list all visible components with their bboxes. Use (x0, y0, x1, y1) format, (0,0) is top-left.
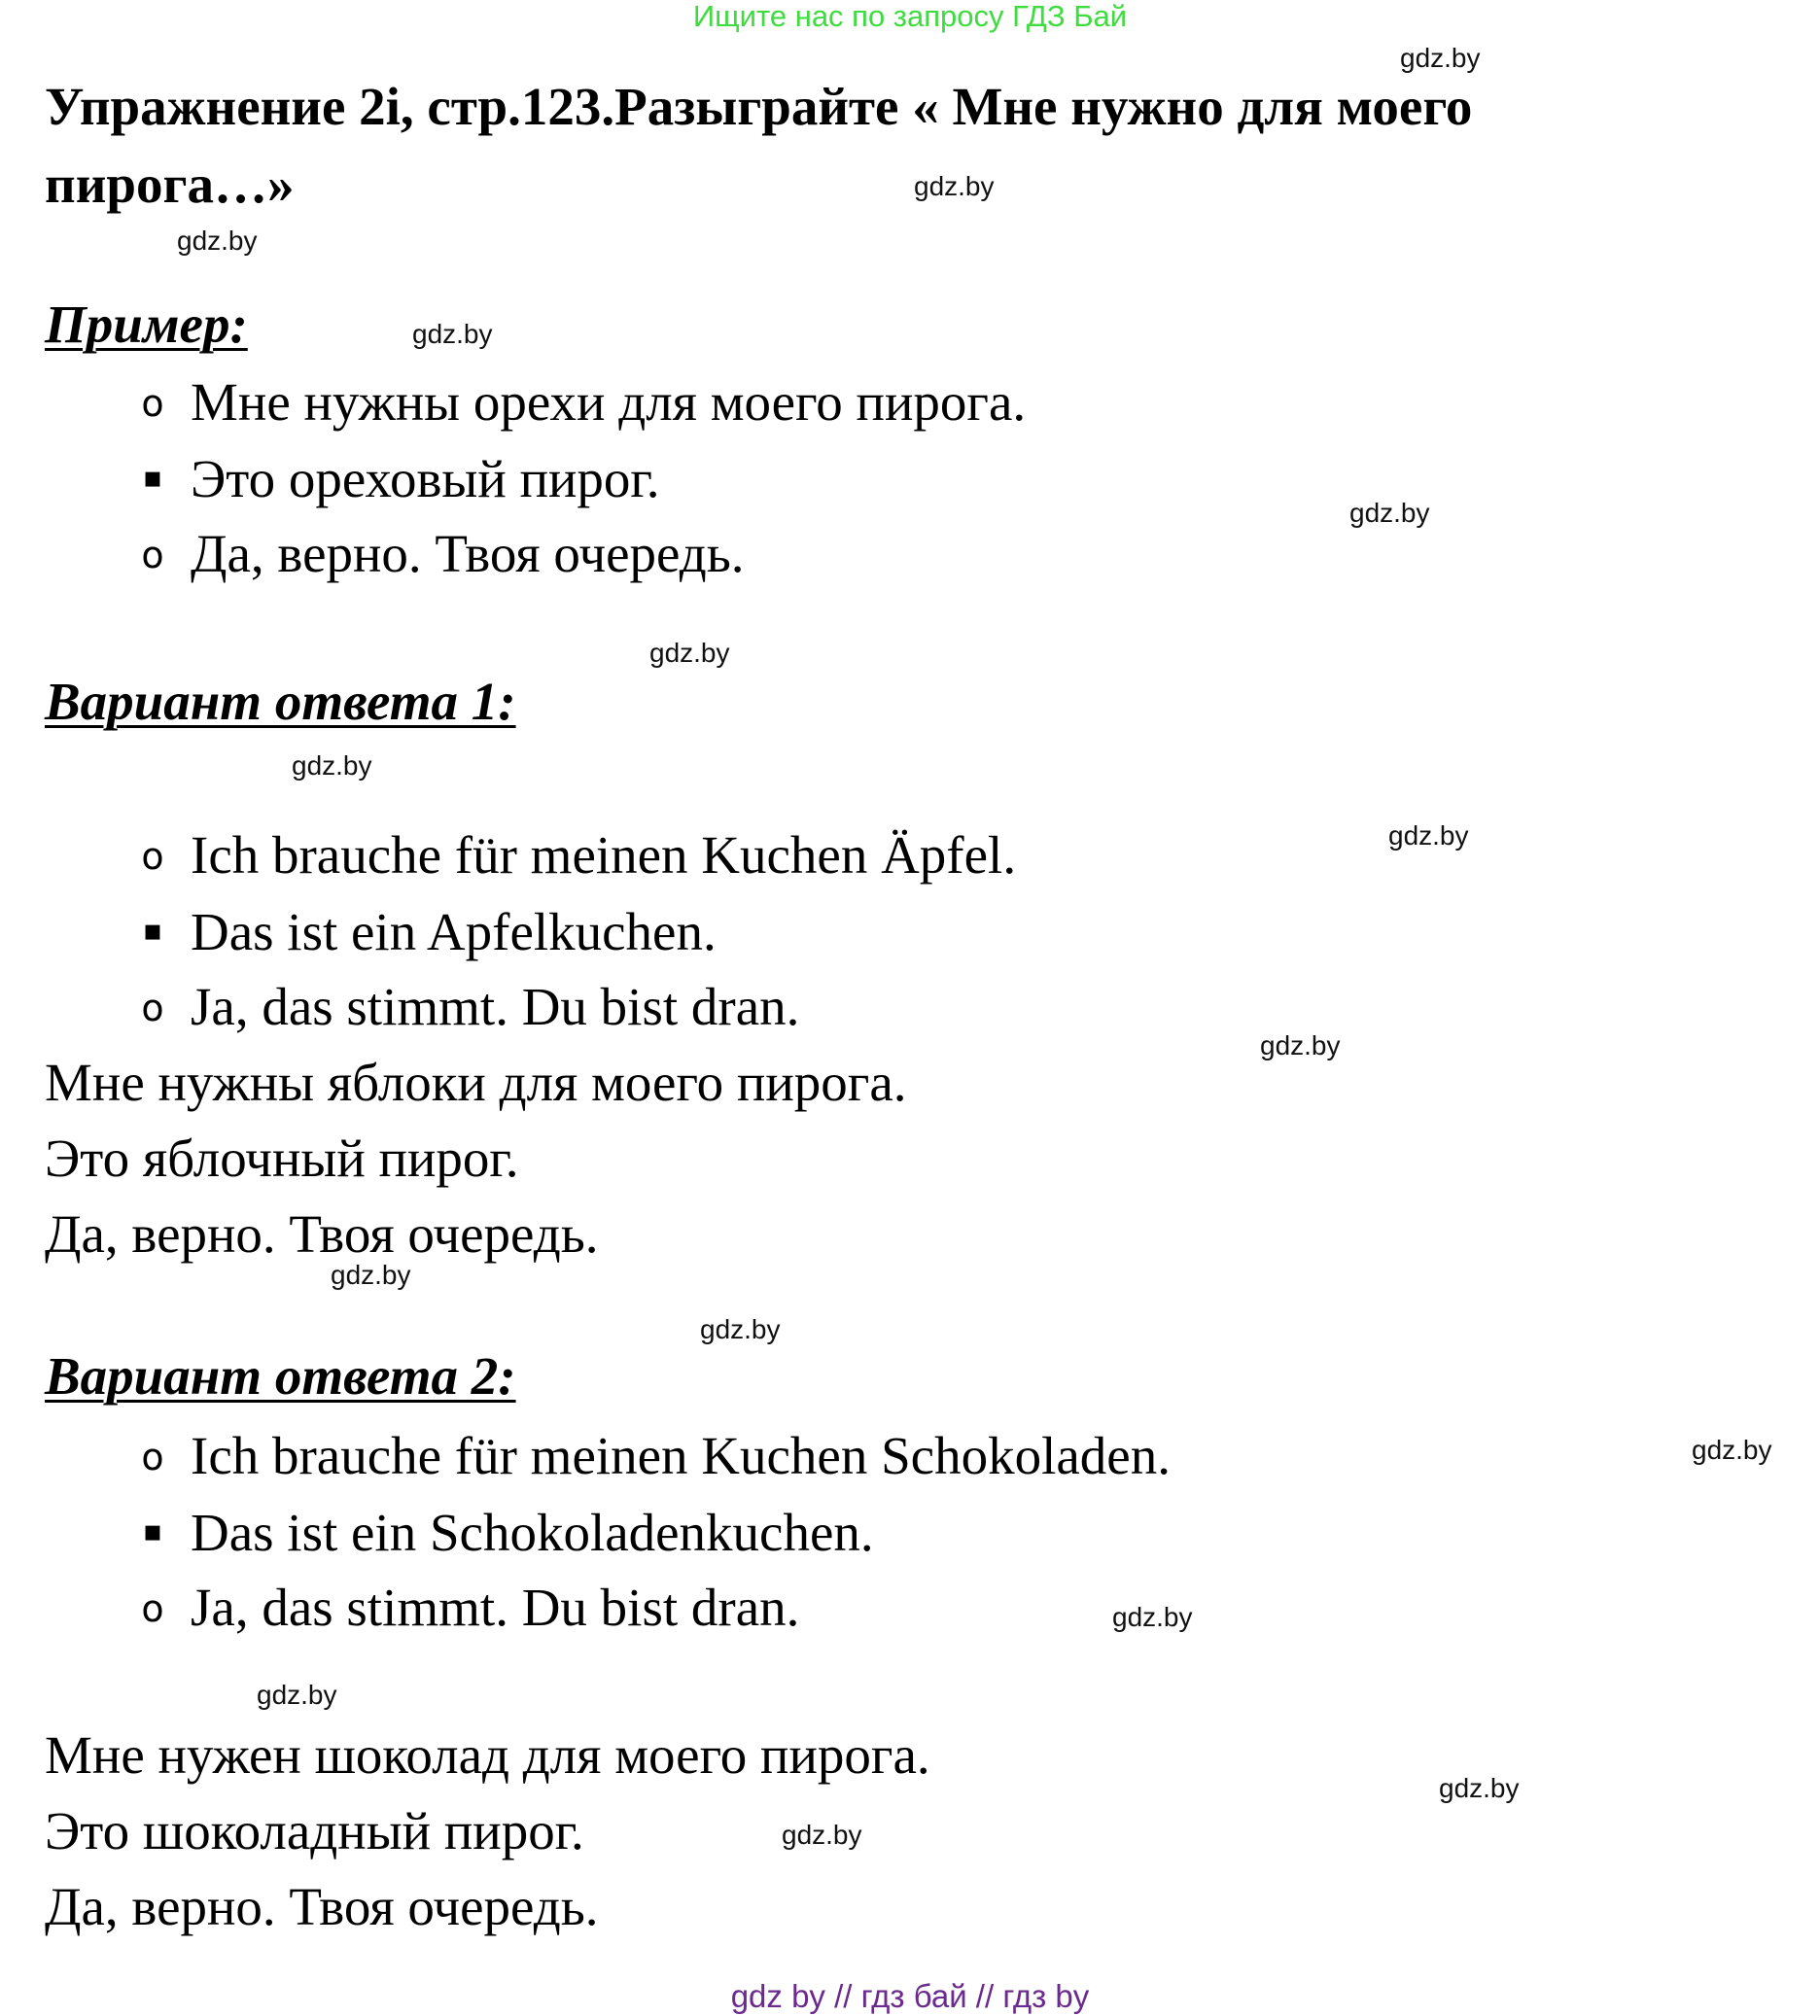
translation-line: Да, верно. Твоя очередь. (45, 1877, 599, 1936)
translation-line: Мне нужны яблоки для моего пирога. (45, 1053, 907, 1112)
variant-1-heading: Вариант ответа 1: (45, 672, 516, 731)
circle-bullet-icon: o (141, 835, 164, 878)
list-item-text: Ich brauche für meinen Kuchen Schokoladen. (191, 1426, 1171, 1485)
list-item (115, 1577, 799, 1640)
watermark: gdz.by (177, 226, 258, 256)
circle-bullet-icon: o (141, 1436, 164, 1478)
circle-bullet-icon: o (141, 382, 164, 425)
watermark: gdz.by (257, 1680, 337, 1710)
circle-bullet-icon: o (141, 534, 164, 576)
square-bullet-icon: ▪ (142, 461, 163, 495)
watermark: gdz.by (649, 638, 730, 668)
variant-2-heading: Вариант ответа 2: (45, 1346, 516, 1406)
watermark: gdz.by (331, 1260, 411, 1290)
page-title: Упражнение 2i, стр.123.Разыграйте « Мне нужно для моего пирога…» (45, 77, 1473, 214)
list-item-text: Das ist ein Schokoladenkuchen. (191, 1503, 874, 1562)
list-item (115, 447, 660, 510)
watermark: gdz.by (782, 1820, 862, 1850)
list-item (115, 1501, 874, 1564)
circle-bullet-icon: o (141, 987, 164, 1029)
translation-line: Да, верно. Твоя очередь. (45, 1204, 599, 1264)
watermark: gdz.by (1400, 43, 1481, 73)
watermark: gdz.by (292, 750, 372, 781)
list-item-text: Ja, das stimmt. Du bist dran. (191, 1578, 800, 1637)
watermark: gdz.by (1260, 1030, 1341, 1060)
list-item-text: Ja, das stimmt. Du bist dran. (191, 977, 800, 1036)
list-item (115, 824, 1016, 887)
square-bullet-icon: ▪ (142, 1514, 163, 1548)
watermark: gdz.by (1439, 1773, 1520, 1803)
list-item-text: Это ореховый пирог. (191, 449, 660, 508)
list-item-text: Ich brauche für meinen Kuchen Äpfel. (191, 825, 1017, 885)
translation-line: Это яблочный пирог. (45, 1129, 519, 1188)
watermark: gdz.by (1692, 1435, 1772, 1465)
list-item-text: Мне нужны орехи для моего пирога. (191, 372, 1027, 432)
watermark: gdz.by (1388, 820, 1469, 851)
watermark: gdz.by (1349, 498, 1430, 528)
circle-bullet-icon: o (141, 1587, 164, 1630)
square-bullet-icon: ▪ (142, 914, 163, 948)
translation-line: Мне нужен шоколад для моего пирога. (45, 1725, 930, 1785)
list-item-text: Das ist ein Apfelkuchen. (191, 902, 717, 961)
example-heading: Пример: (45, 295, 248, 354)
list-item (115, 523, 745, 586)
footer-links: gdz by // гдз бай // гдз by (730, 1978, 1090, 2014)
list-item (115, 900, 717, 963)
watermark: gdz.by (1112, 1602, 1193, 1632)
watermark: gdz.by (700, 1314, 781, 1344)
watermark: gdz.by (412, 319, 493, 349)
translation-line: Это шоколадный пирог. (45, 1801, 584, 1860)
list-item (115, 1425, 1171, 1488)
list-item (115, 976, 799, 1039)
watermark: gdz.by (914, 171, 995, 201)
list-item (115, 371, 1026, 434)
list-item-text: Да, верно. Твоя очередь. (191, 524, 745, 583)
top-banner: Ищите нас по запросу ГДЗ Бай (692, 0, 1128, 33)
